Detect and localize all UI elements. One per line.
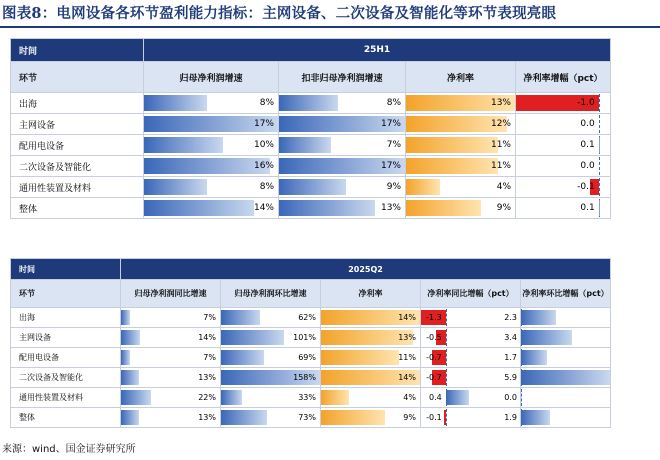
- deducted-cell: [279, 93, 406, 114]
- table-row: [11, 156, 611, 177]
- cell-value: 12%: [490, 119, 511, 129]
- yoy-cell: [121, 388, 221, 408]
- growth-cell: [144, 156, 279, 177]
- cell-value: 0.0: [580, 119, 595, 129]
- delta-bar-positive: [521, 310, 556, 325]
- delta-qoq-cell: [504, 368, 611, 388]
- table-row: [11, 198, 611, 219]
- cell-wrap: [121, 328, 220, 347]
- growth-bar: [221, 410, 267, 425]
- cell-wrap: [504, 308, 610, 327]
- segment-label: 通用性装置及材料: [11, 388, 121, 408]
- growth-bar: [144, 137, 223, 153]
- delta-qoq-cell: [504, 348, 611, 368]
- cell-wrap: [321, 368, 420, 387]
- cell-value: 0.1: [580, 203, 595, 213]
- cell-wrap: [406, 177, 515, 197]
- cell-value: 8%: [259, 182, 274, 192]
- table-row: [11, 328, 611, 348]
- table-row: [11, 408, 611, 428]
- delta-qoq-cell: [504, 328, 611, 348]
- cell-value: -0.7: [426, 373, 442, 382]
- yoy-cell: [121, 408, 221, 428]
- cell-value: 2.3: [504, 313, 517, 322]
- margin-cell: [321, 368, 421, 388]
- cell-wrap: [516, 135, 610, 155]
- delta-cell: [516, 114, 611, 135]
- delta-axis: [521, 389, 522, 406]
- col-header-growth: 归母净利润增速: [144, 62, 279, 93]
- growth-bar: [221, 330, 284, 345]
- margin-cell: [321, 328, 421, 348]
- deducted-cell: [279, 177, 406, 198]
- delta-bar-positive: [599, 200, 600, 216]
- cell-value: 3.4: [504, 333, 517, 342]
- growth-bar: [144, 200, 254, 216]
- delta-axis: [599, 157, 600, 175]
- cell-value: 7%: [203, 313, 216, 322]
- cell-value: 0.1: [580, 140, 595, 150]
- growth-bar: [121, 330, 140, 345]
- cell-wrap: [406, 93, 515, 113]
- cell-value: 9%: [403, 413, 416, 422]
- col-header-delta-yoy: 净利率同比增幅（pct）: [421, 280, 521, 308]
- cell-value: 22%: [198, 393, 216, 402]
- cell-value: -1.0: [577, 98, 595, 108]
- figure-title: 图表8：电网设备各环节盈利能力指标：主网设备、二次设备及智能化等环节表现亮眼: [2, 5, 557, 22]
- segment-label: 配用电设备: [11, 135, 144, 156]
- cell-wrap: [516, 156, 610, 176]
- cell-value: 158%: [293, 373, 316, 382]
- table-25h1: [10, 38, 611, 219]
- cell-value: 4%: [403, 393, 416, 402]
- cell-value: 13%: [198, 373, 216, 382]
- cell-wrap: [279, 114, 405, 134]
- cell-wrap: [121, 388, 220, 407]
- growth-bar: [221, 390, 242, 405]
- deducted-cell: [279, 198, 406, 219]
- qoq-cell: [221, 408, 321, 428]
- growth-bar: [279, 179, 346, 195]
- cell-value: 0.4: [429, 393, 442, 402]
- delta-bar-positive: [521, 350, 547, 365]
- cell-value: 13%: [380, 203, 401, 213]
- deducted-cell: [279, 156, 406, 177]
- cell-value: 5.9: [504, 373, 517, 382]
- cell-wrap: [279, 135, 405, 155]
- cell-wrap: [516, 93, 610, 113]
- growth-bar: [144, 95, 207, 111]
- table-row: [11, 308, 611, 328]
- cell-wrap: [279, 93, 405, 113]
- time-label: 时间: [11, 39, 144, 62]
- cell-wrap: [406, 156, 515, 176]
- cell-value: 14%: [398, 373, 416, 382]
- growth-bar: [221, 310, 260, 325]
- cell-wrap: [144, 135, 278, 155]
- yoy-cell: [121, 308, 221, 328]
- deducted-cell: [279, 135, 406, 156]
- cell-value: 0.0: [580, 161, 595, 171]
- segment-label: 主网设备: [11, 114, 144, 135]
- delta-cell: [516, 156, 611, 177]
- cell-value: 1.9: [504, 413, 517, 422]
- col-header-deducted: 扣非归母净利润增速: [279, 62, 406, 93]
- delta-axis: [446, 309, 447, 326]
- cell-value: 7%: [203, 353, 216, 362]
- time-label: 时间: [11, 259, 121, 280]
- margin-bar: [321, 350, 399, 365]
- delta-axis: [446, 349, 447, 366]
- growth-bar: [279, 200, 375, 216]
- cell-value: 62%: [298, 313, 316, 322]
- growth-bar: [221, 350, 264, 365]
- delta-axis: [446, 409, 447, 426]
- cell-value: 17%: [380, 161, 401, 171]
- margin-cell: [406, 93, 516, 114]
- cell-wrap: [279, 156, 405, 176]
- cell-value: 101%: [293, 333, 316, 342]
- col-header-segment: 环节: [11, 62, 144, 93]
- segment-label: 配用电设备: [11, 348, 121, 368]
- margin-cell: [321, 408, 421, 428]
- growth-cell: [144, 135, 279, 156]
- margin-bar: [406, 137, 498, 153]
- delta-axis: [599, 178, 600, 196]
- yoy-cell: [121, 368, 221, 388]
- cell-value: 10%: [253, 140, 274, 150]
- margin-cell: [406, 198, 516, 219]
- yoy-cell: [121, 348, 221, 368]
- cell-wrap: [221, 308, 320, 327]
- table-row: [11, 135, 611, 156]
- growth-bar: [121, 350, 130, 365]
- cell-wrap: [516, 198, 610, 218]
- cell-wrap: [144, 177, 278, 197]
- cell-wrap: [516, 114, 610, 134]
- margin-cell: [406, 135, 516, 156]
- cell-wrap: [406, 198, 515, 218]
- period-label: 25H1: [144, 39, 611, 62]
- cell-wrap: [504, 348, 610, 367]
- cell-wrap: [504, 328, 610, 347]
- col-header-qoq: 归母净利润环比增速: [221, 280, 321, 308]
- delta-axis: [599, 94, 600, 112]
- cell-wrap: [504, 368, 610, 387]
- growth-bar: [144, 179, 207, 195]
- cell-wrap: [279, 198, 405, 218]
- cell-value: 11%: [490, 161, 511, 171]
- segment-label: 二次设备及智能化: [11, 156, 144, 177]
- cell-value: 8%: [386, 98, 401, 108]
- cell-wrap: [504, 388, 610, 407]
- cell-value: 14%: [253, 203, 274, 213]
- delta-cell: [516, 177, 611, 198]
- delta-axis: [446, 329, 447, 346]
- cell-wrap: [406, 135, 515, 155]
- cell-value: -0.5: [426, 333, 442, 342]
- cell-value: 13%: [398, 333, 416, 342]
- delta-axis: [599, 115, 600, 133]
- delta-cell: [516, 198, 611, 219]
- delta-bar-positive: [521, 370, 610, 385]
- growth-bar: [121, 310, 130, 325]
- cell-value: 14%: [398, 313, 416, 322]
- table-row: [11, 114, 611, 135]
- qoq-cell: [221, 308, 321, 328]
- cell-value: 1.7: [504, 353, 517, 362]
- qoq-cell: [221, 388, 321, 408]
- table-2025q2: [10, 258, 611, 428]
- cell-value: -0.7: [426, 353, 442, 362]
- col-header-margin: 净利率: [406, 62, 516, 93]
- cell-value: 0.0: [504, 393, 517, 402]
- cell-wrap: [144, 114, 278, 134]
- cell-value: 17%: [380, 119, 401, 129]
- cell-value: 13%: [198, 413, 216, 422]
- growth-bar: [144, 158, 270, 174]
- margin-cell: [321, 348, 421, 368]
- segment-label: 出海: [11, 93, 144, 114]
- table-row: [11, 93, 611, 114]
- cell-wrap: [144, 156, 278, 176]
- growth-bar: [279, 137, 331, 153]
- delta-qoq-cell: [504, 408, 611, 428]
- source-note: 来源：wind、国金证券研究所: [2, 444, 136, 455]
- cell-value: 16%: [253, 161, 274, 171]
- cell-value: 33%: [298, 393, 316, 402]
- delta-bar-positive: [446, 390, 469, 405]
- col-header-delta: 净利率增幅（pct）: [516, 62, 611, 93]
- cell-wrap: [144, 198, 278, 218]
- col-header-margin: 净利率: [321, 280, 421, 308]
- cell-value: 14%: [198, 333, 216, 342]
- cell-wrap: [121, 348, 220, 367]
- cell-wrap: [321, 308, 420, 327]
- cell-value: 9%: [386, 182, 401, 192]
- cell-wrap: [321, 348, 420, 367]
- margin-bar: [406, 200, 481, 216]
- growth-bar: [121, 370, 139, 385]
- cell-value: 69%: [298, 353, 316, 362]
- delta-bar-positive: [521, 410, 550, 425]
- delta-qoq-cell: [504, 308, 611, 328]
- segment-label: 二次设备及智能化: [11, 368, 121, 388]
- col-header-segment: 环节: [11, 280, 121, 308]
- title-rule: [0, 26, 660, 28]
- yoy-cell: [121, 328, 221, 348]
- cell-value: -0.1: [577, 182, 595, 192]
- cell-wrap: [144, 93, 278, 113]
- cell-wrap: [221, 388, 320, 407]
- growth-cell: [144, 177, 279, 198]
- table-row: [11, 368, 611, 388]
- growth-cell: [144, 93, 279, 114]
- segment-label: 主网设备: [11, 328, 121, 348]
- cell-value: -1.3: [426, 313, 442, 322]
- margin-bar: [321, 390, 349, 405]
- cell-value: 8%: [259, 98, 274, 108]
- margin-cell: [406, 177, 516, 198]
- segment-label: 出海: [11, 308, 121, 328]
- cell-wrap: [221, 348, 320, 367]
- cell-value: 11%: [398, 353, 416, 362]
- delta-cell: [516, 135, 611, 156]
- cell-value: 9%: [496, 203, 511, 213]
- qoq-cell: [221, 328, 321, 348]
- cell-wrap: [321, 388, 420, 407]
- cell-value: 17%: [253, 119, 274, 129]
- cell-wrap: [279, 177, 405, 197]
- delta-bar-positive: [521, 330, 572, 345]
- margin-bar: [406, 158, 498, 174]
- cell-wrap: [321, 328, 420, 347]
- period-label: 2025Q2: [121, 259, 611, 280]
- qoq-cell: [221, 368, 321, 388]
- delta-qoq-cell: [504, 388, 611, 408]
- growth-bar: [121, 410, 139, 425]
- segment-label: 整体: [11, 408, 121, 428]
- cell-wrap: [121, 408, 220, 427]
- segment-label: 通用性装置及材料: [11, 177, 144, 198]
- margin-bar: [406, 179, 440, 195]
- margin-cell: [321, 388, 421, 408]
- col-header-yoy: 归母净利润同比增速: [121, 280, 221, 308]
- delta-bar-positive: [599, 137, 600, 153]
- cell-value: 13%: [490, 98, 511, 108]
- margin-bar: [321, 410, 385, 425]
- cell-wrap: [121, 368, 220, 387]
- margin-cell: [406, 156, 516, 177]
- cell-value: 7%: [386, 140, 401, 150]
- cell-wrap: [221, 408, 320, 427]
- col-header-delta-qoq: 净利率环比增幅（pct）: [521, 280, 611, 308]
- cell-value: 11%: [490, 140, 511, 150]
- delta-cell: [516, 93, 611, 114]
- table-row: [11, 348, 611, 368]
- segment-label: 整体: [11, 198, 144, 219]
- margin-cell: [321, 308, 421, 328]
- cell-wrap: [406, 114, 515, 134]
- growth-bar: [121, 390, 151, 405]
- cell-wrap: [321, 408, 420, 427]
- growth-cell: [144, 114, 279, 135]
- cell-value: 73%: [298, 413, 316, 422]
- cell-wrap: [516, 177, 610, 197]
- cell-value: 4%: [496, 182, 511, 192]
- growth-bar: [279, 95, 338, 111]
- cell-wrap: [121, 308, 220, 327]
- cell-value: -0.1: [426, 413, 442, 422]
- table-row: [11, 388, 611, 408]
- qoq-cell: [221, 348, 321, 368]
- margin-cell: [406, 114, 516, 135]
- delta-axis: [446, 369, 447, 386]
- table-row: [11, 177, 611, 198]
- cell-wrap: [221, 368, 320, 387]
- growth-cell: [144, 198, 279, 219]
- cell-wrap: [221, 328, 320, 347]
- cell-wrap: [504, 408, 610, 427]
- deducted-cell: [279, 114, 406, 135]
